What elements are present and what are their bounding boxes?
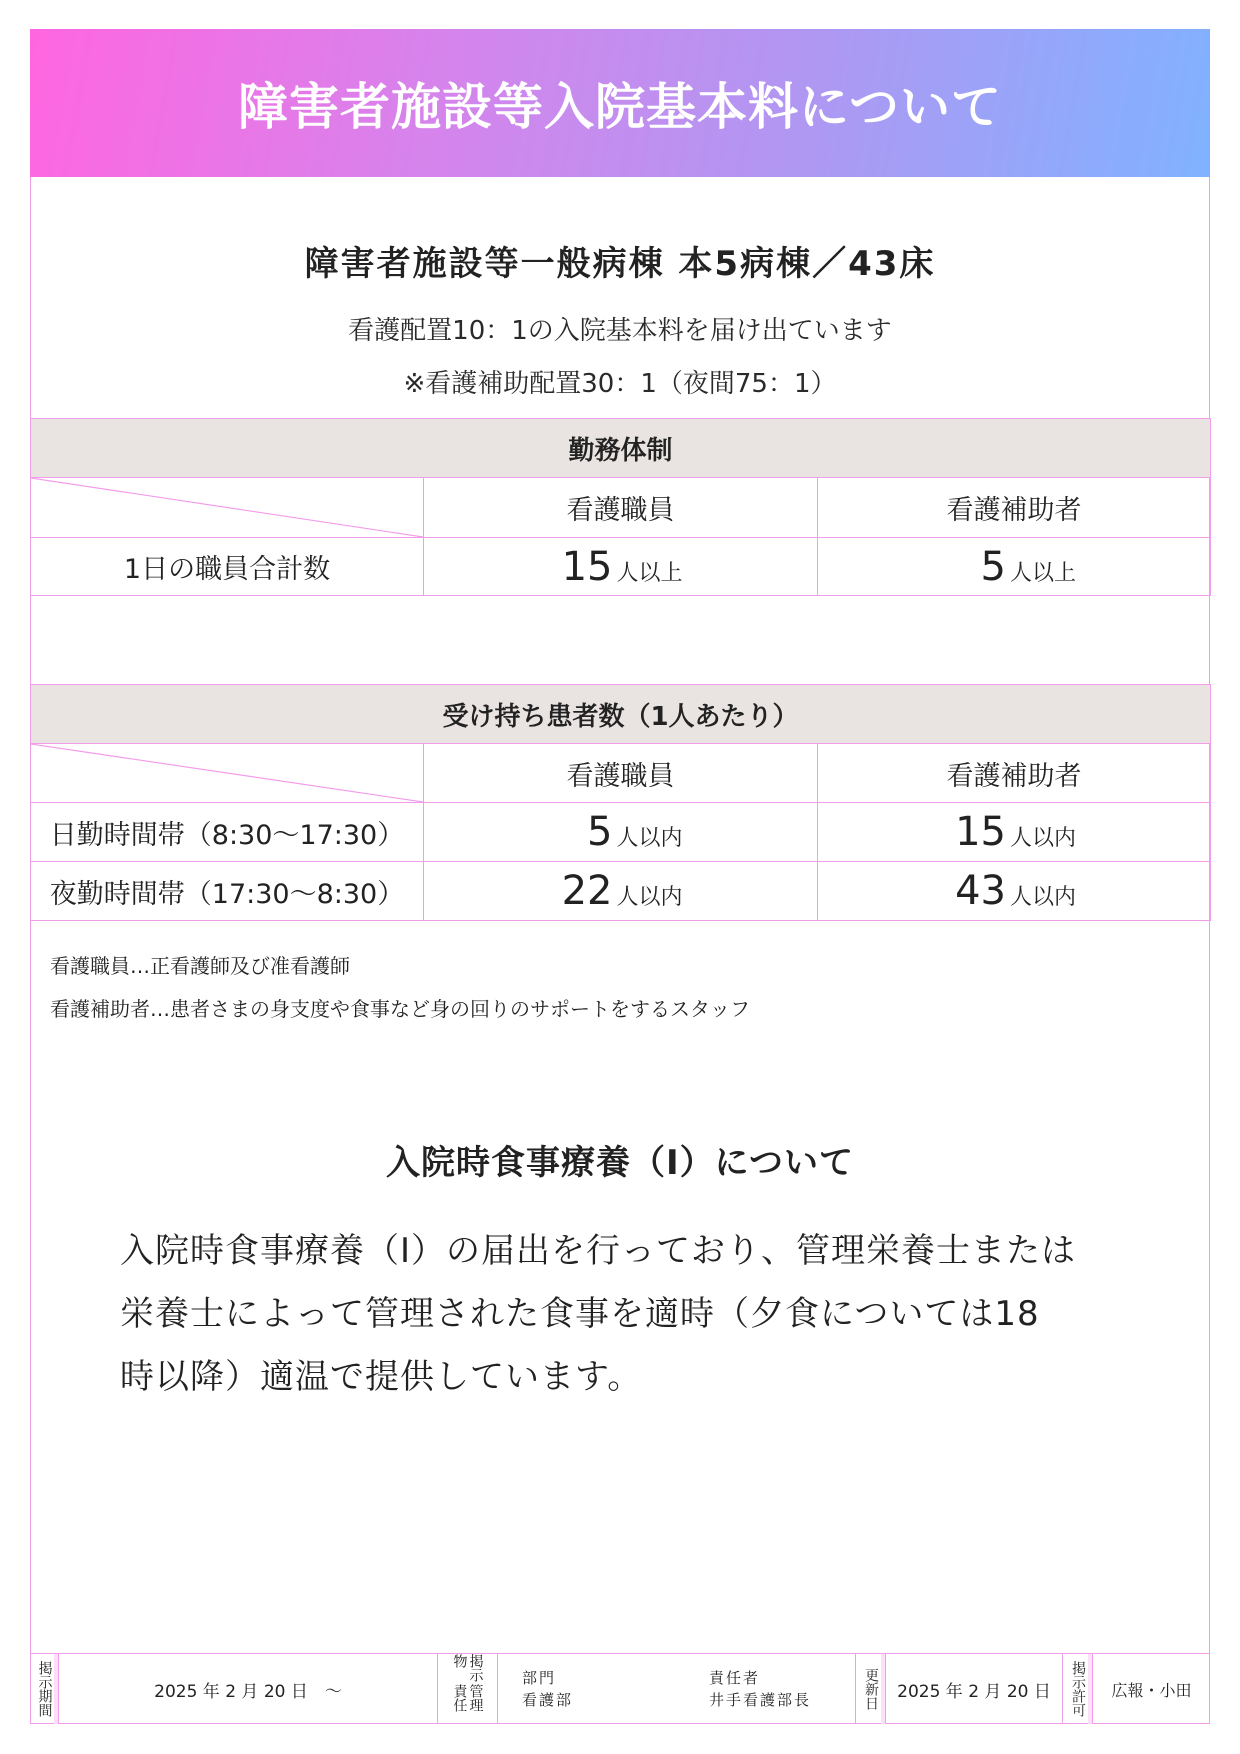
responsible-block (709, 1667, 811, 1711)
posting-info-footer (30, 1653, 1210, 1724)
row-label-night-shift: 夜勤時間帯（17:30〜8:30） (31, 862, 424, 921)
assistant-ratio-text: ※看護補助配置30：1（夜間75：1） (403, 369, 837, 399)
value-group (952, 809, 1076, 855)
value-unit: 人以内 (616, 885, 683, 910)
patients-table (30, 684, 1211, 921)
diagonal-header-cell (31, 478, 424, 538)
value-cell (424, 862, 818, 921)
header-banner (30, 29, 1210, 177)
value-unit: 人以内 (1009, 885, 1076, 910)
department-label: 部門 (522, 1669, 557, 1687)
value-unit: 人以内 (616, 826, 683, 851)
value-unit: 人以内 (1009, 826, 1076, 851)
responsible-value: 井手看護部長 (709, 1691, 812, 1709)
ward-title: 障害者施設等一般病棟 本5病棟／43床 (304, 244, 936, 284)
value-unit: 人以上 (616, 560, 683, 586)
value-unit: 人以上 (1009, 560, 1076, 586)
responsible-label: 責任者 (709, 1669, 761, 1687)
diagonal-header-cell (31, 744, 424, 803)
permission-value: 広報・小田 (1111, 1680, 1192, 1700)
period-value: 2025 年 2 月 20 日 ～ (59, 1654, 438, 1724)
meal-section-body (120, 1220, 1130, 1409)
updated-label: 更新日 (856, 1654, 886, 1724)
column-header-assistant: 看護補助者 (818, 478, 1211, 538)
diagonal-line-icon (31, 478, 423, 537)
updated-value: 2025 年 2 月 20 日 (886, 1654, 1063, 1724)
value-group (952, 868, 1076, 914)
meal-section-title: 入院時食事療養（I）について (386, 1143, 854, 1183)
value-number: 22 (561, 868, 613, 914)
value-group (559, 809, 683, 855)
row-label: 1日の職員合計数 (31, 538, 424, 596)
manager-label-col2: 管理責任 (451, 1684, 484, 1712)
value-group (559, 544, 683, 590)
staffing-table-title: 勤務体制 (31, 419, 1211, 478)
value-group (559, 868, 683, 914)
value-cell (818, 862, 1211, 921)
column-header-nurse: 看護職員 (424, 478, 818, 538)
value-cell (424, 803, 818, 862)
page-title: 障害者施設等入院基本料について (238, 78, 1002, 136)
value-cell (424, 538, 818, 596)
value-cell (818, 538, 1211, 596)
value-cell (818, 803, 1211, 862)
manager-label-col1: 掲示物 (451, 1654, 484, 1682)
body-line: 入院時食事療養（I）の届出を行っており、管理栄養士または (120, 1231, 1077, 1271)
value-number: 15 (561, 543, 613, 590)
manager-label-cell (438, 1654, 498, 1724)
column-header-nurse: 看護職員 (424, 744, 818, 803)
value-number: 43 (955, 868, 1006, 914)
staffing-table (30, 418, 1211, 596)
value-number: 15 (955, 809, 1006, 855)
diagonal-line-icon (31, 744, 423, 802)
note-assistant-definition: 看護補助者…患者さまの身支度や食事など身の回りのサポートをするスタッフ (50, 997, 750, 1021)
body-line: 時以降）適温で提供しています。 (120, 1357, 643, 1397)
department-value: 看護部 (522, 1691, 574, 1709)
department-block (522, 1667, 709, 1711)
period-label: 掲示期間 (30, 1654, 59, 1724)
manager-label (452, 1654, 484, 1724)
table-row (31, 538, 1211, 596)
value-number: 5 (587, 809, 613, 855)
value-group (952, 544, 1076, 590)
nursing-ratio-text: 看護配置10：1の入院基本料を届け出ています (348, 316, 892, 346)
note-nurse-definition: 看護職員…正看護師及び准看護師 (50, 954, 350, 978)
row-label-day-shift: 日勤時間帯（8:30〜17:30） (31, 803, 424, 862)
table-row (31, 862, 1211, 921)
table-row (31, 803, 1211, 862)
column-header-assistant: 看護補助者 (818, 744, 1211, 803)
patients-table-title: 受け持ち患者数（1人あたり） (31, 685, 1211, 744)
body-line: 栄養士によって管理された食事を適時（夕食については18 (120, 1294, 1040, 1334)
value-number: 5 (980, 543, 1006, 590)
permission-label: 掲示許可 (1063, 1654, 1093, 1724)
responsibility-cell (498, 1654, 856, 1724)
